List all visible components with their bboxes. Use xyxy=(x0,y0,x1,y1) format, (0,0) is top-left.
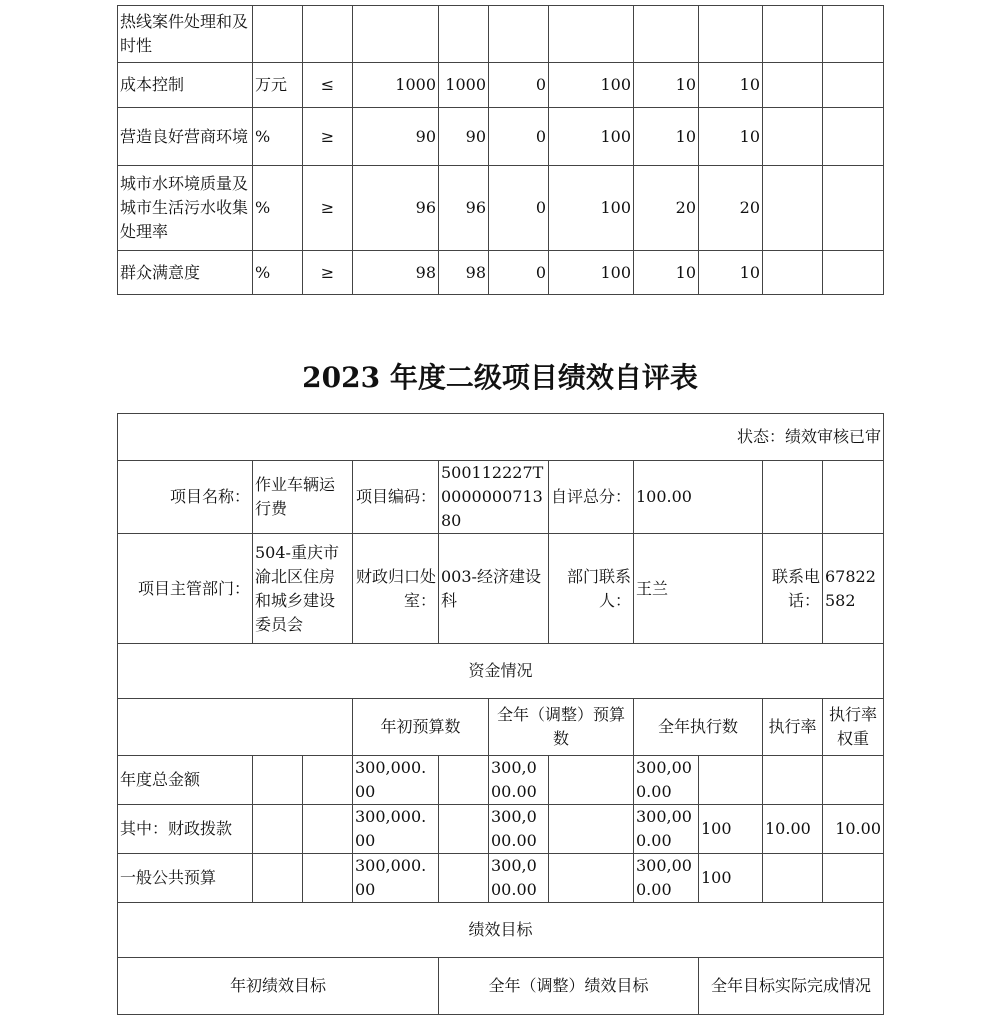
dept-value: 504-重庆市渝北区住房和城乡建设委员会 xyxy=(253,534,353,644)
table-row xyxy=(118,805,884,854)
indicator-table xyxy=(117,5,884,295)
header-weight: 执行率权重 xyxy=(823,699,884,756)
indicator-operator: ≥ xyxy=(303,251,353,295)
fund-adjusted: 300,000.00 xyxy=(489,805,549,854)
indicator-extra xyxy=(823,251,884,295)
fund-spacer-a xyxy=(253,805,303,854)
funds-section-title: 资金情况 xyxy=(118,644,884,699)
indicator-rate: 100 xyxy=(549,166,634,251)
fund-spacer-a xyxy=(253,756,303,805)
indicator-unit: % xyxy=(253,166,303,251)
indicator-unit: 万元 xyxy=(253,63,303,108)
table-row xyxy=(118,108,884,166)
indicator-score xyxy=(699,6,763,63)
project-name-value: 作业车辆运行费 xyxy=(253,461,353,534)
goal-initial-header: 年初绩效目标 xyxy=(118,958,439,1015)
indicator-rate: 100 xyxy=(549,63,634,108)
indicator-target xyxy=(353,6,439,63)
fund-label: 年度总金额 xyxy=(118,756,253,805)
indicator-target: 98 xyxy=(353,251,439,295)
indicator-note xyxy=(763,6,823,63)
indicator-operator: ≥ xyxy=(303,108,353,166)
fund-score xyxy=(823,854,884,903)
fund-weight xyxy=(763,756,823,805)
page-title: 2023 年度二级项目绩效自评表 xyxy=(302,361,698,394)
indicator-extra xyxy=(823,108,884,166)
header-initial: 年初预算数 xyxy=(353,699,489,756)
goal-actual-header: 全年目标实际完成情况 xyxy=(699,958,884,1015)
indicator-actual: 0 xyxy=(489,166,549,251)
office-value: 003-经济建设科 xyxy=(439,534,549,644)
score-value: 100.00 xyxy=(634,461,763,534)
fund-weight xyxy=(763,854,823,903)
indicator-actual xyxy=(489,6,549,63)
indicator-score: 10 xyxy=(699,63,763,108)
table-row xyxy=(118,854,884,903)
indicator-unit: % xyxy=(253,251,303,295)
indicator-rate: 100 xyxy=(549,108,634,166)
header-rate: 执行率 xyxy=(763,699,823,756)
indicator-weight: 20 xyxy=(634,166,699,251)
fund-label: 一般公共预算 xyxy=(118,854,253,903)
indicator-operator: ≤ xyxy=(303,63,353,108)
phone-value: 67822582 xyxy=(823,534,884,644)
indicator-extra xyxy=(823,63,884,108)
indicator-target: 90 xyxy=(353,108,439,166)
indicator-name: 热线案件处理和及时性 xyxy=(118,6,253,63)
indicator-unit: % xyxy=(253,108,303,166)
status-badge: 状态：绩效审核已审 xyxy=(118,414,884,461)
project-name-label: 项目名称： xyxy=(118,461,253,534)
indicator-weight: 10 xyxy=(634,63,699,108)
fund-adjusted: 300,000.00 xyxy=(489,756,549,805)
fund-weight: 10.00 xyxy=(763,805,823,854)
indicator-score: 20 xyxy=(699,166,763,251)
indicator-adjusted: 1000 xyxy=(439,63,489,108)
indicator-weight xyxy=(634,6,699,63)
indicator-score: 10 xyxy=(699,251,763,295)
indicator-note xyxy=(763,251,823,295)
indicator-target: 96 xyxy=(353,166,439,251)
indicator-name: 群众满意度 xyxy=(118,251,253,295)
indicator-target: 1000 xyxy=(353,63,439,108)
indicator-rate xyxy=(549,6,634,63)
header-adjusted: 全年（调整）预算数 xyxy=(489,699,634,756)
indicator-score: 10 xyxy=(699,108,763,166)
indicator-weight: 10 xyxy=(634,251,699,295)
table-row xyxy=(118,63,884,108)
performance-section-title: 绩效目标 xyxy=(118,903,884,958)
fund-spacer-a xyxy=(253,854,303,903)
fund-spacer-b xyxy=(303,756,353,805)
fund-spacer-c xyxy=(439,805,489,854)
office-label: 财政归口处室： xyxy=(353,534,439,644)
table-row xyxy=(118,6,884,63)
contact-label: 部门联系人： xyxy=(549,534,634,644)
fund-initial: 300,000.00 xyxy=(353,854,439,903)
fund-rate: 100 xyxy=(699,805,763,854)
fund-rate: 100 xyxy=(699,854,763,903)
table-row xyxy=(118,166,884,251)
fund-executed: 300,000.00 xyxy=(634,854,699,903)
indicator-name: 城市水环境质量及城市生活污水收集处理率 xyxy=(118,166,253,251)
contact-value: 王兰 xyxy=(634,534,763,644)
fund-rate xyxy=(699,756,763,805)
fund-spacer-c xyxy=(439,854,489,903)
table-row xyxy=(118,756,884,805)
indicator-unit xyxy=(253,6,303,63)
fund-spacer-b xyxy=(303,854,353,903)
fund-spacer-b xyxy=(303,805,353,854)
indicator-weight: 10 xyxy=(634,108,699,166)
fund-spacer-d xyxy=(549,805,634,854)
fund-score xyxy=(823,756,884,805)
indicator-operator xyxy=(303,6,353,63)
phone-label: 联系电话： xyxy=(763,534,823,644)
indicator-actual: 0 xyxy=(489,108,549,166)
indicator-adjusted: 96 xyxy=(439,166,489,251)
indicator-extra xyxy=(823,6,884,63)
fund-score: 10.00 xyxy=(823,805,884,854)
indicator-adjusted xyxy=(439,6,489,63)
indicator-note xyxy=(763,108,823,166)
project-code-label: 项目编码： xyxy=(353,461,439,534)
indicator-note xyxy=(763,63,823,108)
indicator-actual: 0 xyxy=(489,63,549,108)
fund-initial: 300,000.00 xyxy=(353,805,439,854)
indicator-actual: 0 xyxy=(489,251,549,295)
header-executed: 全年执行数 xyxy=(634,699,763,756)
indicator-adjusted: 98 xyxy=(439,251,489,295)
indicator-rate: 100 xyxy=(549,251,634,295)
indicator-operator: ≥ xyxy=(303,166,353,251)
indicator-name: 成本控制 xyxy=(118,63,253,108)
indicator-name: 营造良好营商环境 xyxy=(118,108,253,166)
indicator-adjusted: 90 xyxy=(439,108,489,166)
fund-spacer-c xyxy=(439,756,489,805)
dept-label: 项目主管部门： xyxy=(118,534,253,644)
indicator-note xyxy=(763,166,823,251)
fund-executed: 300,000.00 xyxy=(634,756,699,805)
self-evaluation-table xyxy=(117,413,884,1015)
score-label: 自评总分： xyxy=(549,461,634,534)
goal-adjusted-header: 全年（调整）绩效目标 xyxy=(439,958,699,1015)
fund-spacer-d xyxy=(549,756,634,805)
fund-executed: 300,000.00 xyxy=(634,805,699,854)
fund-label: 其中：财政拨款 xyxy=(118,805,253,854)
fund-adjusted: 300,000.00 xyxy=(489,854,549,903)
project-code-value: 500112227T000000071380 xyxy=(439,461,549,534)
fund-initial: 300,000.00 xyxy=(353,756,439,805)
fund-spacer-d xyxy=(549,854,634,903)
indicator-extra xyxy=(823,166,884,251)
table-row xyxy=(118,251,884,295)
